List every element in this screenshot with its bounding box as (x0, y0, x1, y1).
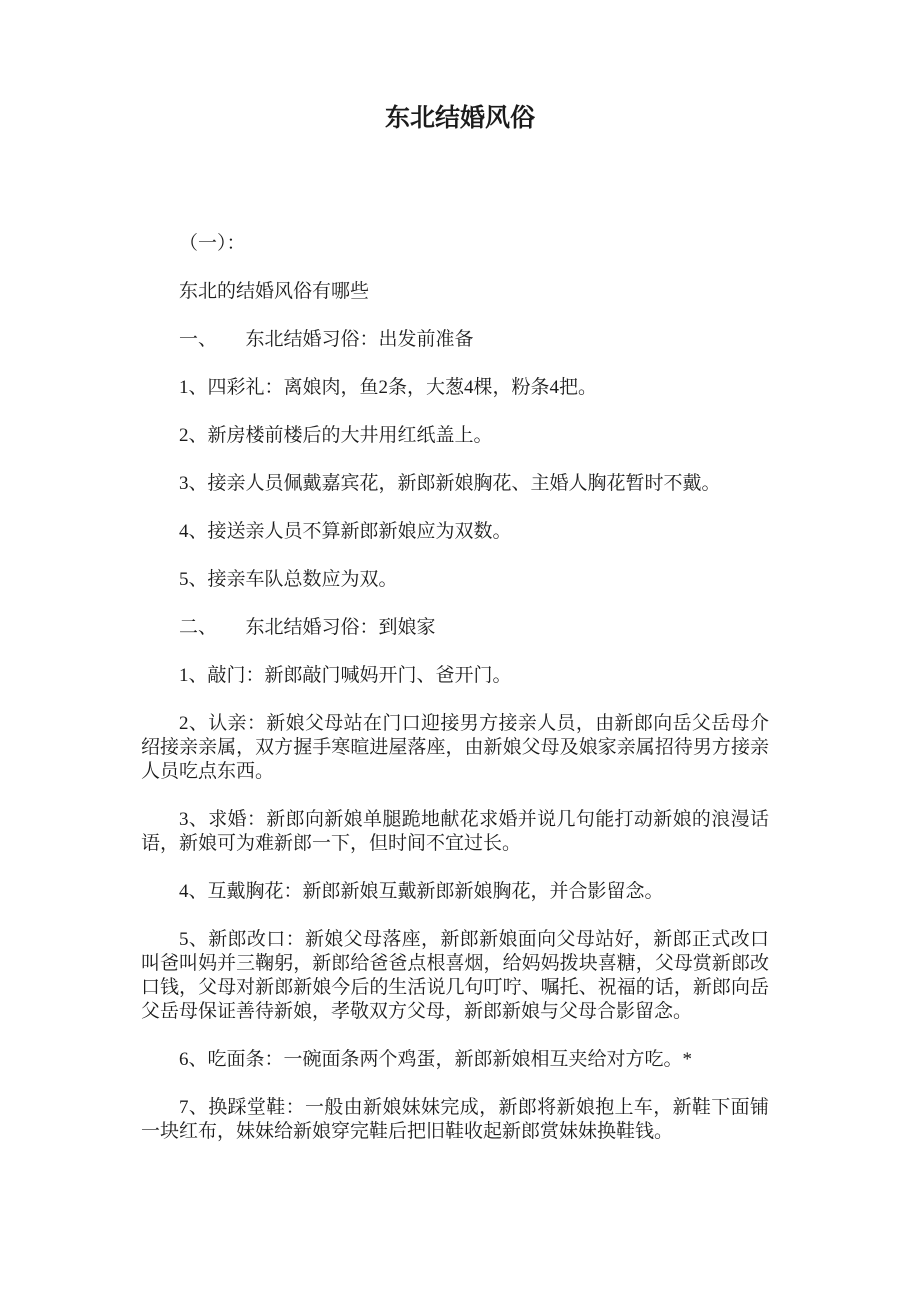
paragraph: 东北的结婚风俗有哪些 (179, 281, 370, 302)
paragraph: 4、互戴胸花：新郎新娘互戴新郎新娘胸花，并合影留念。 (179, 881, 664, 902)
paragraph: 3、求婚：新郎向新娘单腿跪地献花求婚并说几句能打动新娘的浪漫话语，新娘可为难新郎一下，但时间不宜过长。 (141, 809, 769, 854)
paragraph: 2、新房楼前楼后的大井用红纸盖上。 (179, 425, 493, 446)
paragraph: 4、接送亲人员不算新郎新娘应为双数。 (179, 521, 512, 542)
document-title: 东北结婚风俗 (384, 105, 535, 132)
paragraph: 3、接亲人员佩戴嘉宾花，新郎新娘胸花、主婚人胸花暂时不戴。 (179, 473, 721, 494)
paragraph: 1、敲门：新郎敲门喊妈开门、爸开门。 (179, 665, 512, 686)
paragraph: 5、新郎改口：新娘父母落座，新郎新娘面向父母站好，新郎正式改口叫爸叫妈并三鞠躬，新郎给爸爸点根喜烟，给妈妈拨块喜糖，父母赏新郎改口钱，父母对新郎新娘今后的生活说几句叮咛、嘱托、祝福的话，新郎向岳父岳母保证善待新娘，孝敬双方父母，新郎新娘与父母合影留念。 (141, 929, 769, 1022)
paragraph: 1、四彩礼：离娘肉，鱼2条，大葱4棵，粉条4把。 (179, 377, 598, 398)
document-body (141, 232, 769, 1168)
paragraph: 二、 东北结婚习俗：到娘家 (179, 617, 436, 638)
paragraph: 2、认亲：新娘父母站在门口迎接男方接亲人员，由新郎向岳父岳母介绍接亲亲属，双方握手寒暄进屋落座，由新娘父母及娘家亲属招待男方接亲人员吃点东西。 (141, 713, 769, 782)
paragraph: 7、换踩堂鞋：一般由新娘妹妹完成，新郎将新娘抱上车，新鞋下面铺一块红布，妹妹给新娘穿完鞋后把旧鞋收起新郎赏妹妹换鞋钱。 (141, 1097, 769, 1142)
paragraph: （一）： (179, 233, 246, 254)
paragraph: 6、吃面条：一碗面条两个鸡蛋，新郎新娘相互夹给对方吃。* (179, 1049, 693, 1070)
paragraph: 一、 东北结婚习俗：出发前准备 (179, 329, 474, 350)
paragraph: 5、接亲车队总数应为双。 (179, 569, 398, 590)
